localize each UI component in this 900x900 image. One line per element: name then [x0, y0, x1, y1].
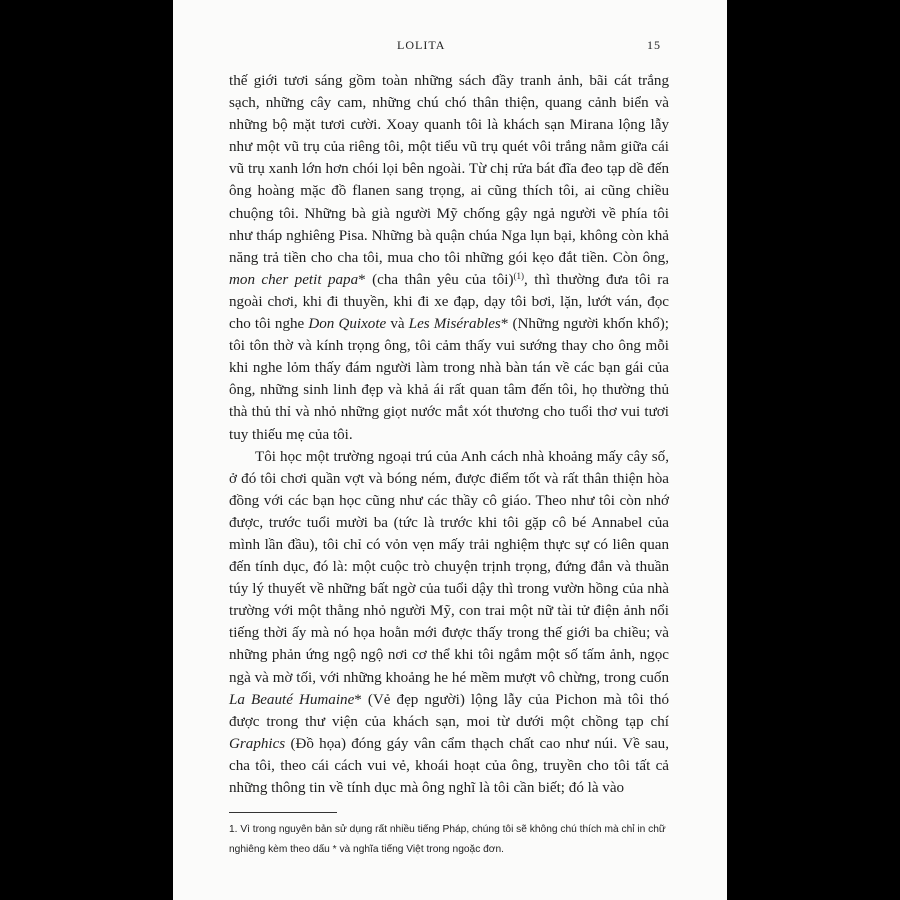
running-header [173, 38, 727, 58]
italic-la-beaute-humaine: La Beauté Humaine [229, 691, 355, 708]
page-number: 15 [647, 38, 661, 52]
paragraph-1-text-4: và [386, 316, 409, 333]
footnote-marker: (1) [513, 270, 525, 281]
paragraph-2-text-2: * (Vẻ đẹp người) lộng lẫy của Pichon mà tôi thó được trong thư viện của khách sạn, moi từ dưới một chồng tạp chí [229, 691, 669, 730]
book-title: LOLITA [397, 38, 446, 52]
book-page [173, 0, 727, 900]
footnote: 1. Vì trong nguyên bản sử dụng rất nhiều tiếng Pháp, chúng tôi sẽ không chú thích mà chỉ in chữ nghiêng kèm theo dấu * và nghĩa tiếng Việt trong ngoặc đơn. [229, 824, 666, 855]
italic-mon-cher-petit-papa: mon cher petit papa [229, 271, 359, 288]
paragraph-2 [229, 446, 669, 800]
paragraph-1-text-3: , thì thường đưa tôi ra ngoài chơi, khi đi thuyền, khi đi xe đạp, dạy tôi bơi, lặn, lướt ván, đọc cho tôi nghe [229, 271, 669, 333]
footnote-divider [229, 812, 337, 813]
italic-les-miserables: Les Misérables [408, 316, 501, 333]
paragraph-1-text-1: thế giới tươi sáng gồm toàn những sách đầy tranh ảnh, bãi cát trắng sạch, những cây cam, những chú chó thân thiện, quang cảnh biển và những bộ mặt tươi cười. Xoay quanh tôi là khách sạn Mirana lộng lẫy như một vũ trụ của riêng tôi, một tiểu vũ trụ quét vôi trắng nằm giữa cái vũ trụ xanh lớn hơn chói lọi bên ngoài. Từ chị rửa bát đĩa đeo tạp dề đến ông hoàng mặc đồ flanen sang trọng, ai cũng thích tôi, ai cũng chiều chuộng tôi. Những bà già người Mỹ chống gậy ngả người về phía tôi như tháp nghiêng Pisa. Những bà quận chúa Nga lụn bại, không còn khả năng trả tiền cho cha tôi, mua cho tôi những gói kẹo đắt tiền. Còn ông, [229, 73, 669, 266]
body-text [229, 70, 669, 799]
paragraph-1-text-5: * (Những người khốn khổ); tôi tôn thờ và kính trọng ông, tôi cảm thấy vui sướng thay cho ông mỗi khi nghe lỏm thấy đám người làm trong nhà bàn tán về các bạn gái của ông, những sinh linh đẹp và khả ái rất quan tâm đến tôi, họ thường thủ thà thủ thỉ và nhỏ những giọt nước mắt xót thương cho tuổi thơ vui tươi tuy thiếu mẹ của tôi. [229, 316, 669, 443]
italic-graphics: Graphics [229, 735, 286, 752]
paragraph-1-text-2: * (cha thân yêu của tôi) [358, 271, 514, 288]
paragraph-2-text-3: (Đồ họa) đóng gáy vân cẩm thạch chất cao như núi. Về sau, cha tôi, theo cái cách vui vẻ, khoái hoạt của ông, truyền cho tôi tất cả những thông tin về tính dục mà ông nghĩ là tôi cần biết; đó là vào [229, 735, 669, 796]
paragraph-2-text-1: Tôi học một trường ngoại trú của Anh cách nhà khoảng mấy cây số, ở đó tôi chơi quần vợt và bóng ném, được điểm tốt và rất thân thiện hòa đồng với các bạn học cũng như các thầy cô giáo. Theo như tôi còn nhớ được, trước tuổi mười ba (tức là trước khi tôi gặp cô bé Annabel của mình lần đầu), tôi chỉ có vỏn vẹn mấy trải nghiệm thực sự có liên quan đến tính dục, đó là: một cuộc trò chuyện trịnh trọng, đứng đắn và thuần túy lý thuyết về những bất ngờ của tuổi dậy thì trong vườn hồng của nhà trường với một thằng nhỏ người Mỹ, con trai một nữ tài tử điện ảnh nổi tiếng thời ấy mà nó họa hoằn mới được thấy trong thế giới ba chiều; và những phản ứng ngộ ngộ nơi cơ thể khi tôi ngắm một số tấm ảnh, ngọc ngà và mờ tối, với những khoảng he hé mềm mượt vô chừng, trong cuốn [229, 448, 669, 686]
italic-don-quixote: Don Quixote [308, 316, 387, 333]
paragraph-1 [229, 70, 669, 446]
